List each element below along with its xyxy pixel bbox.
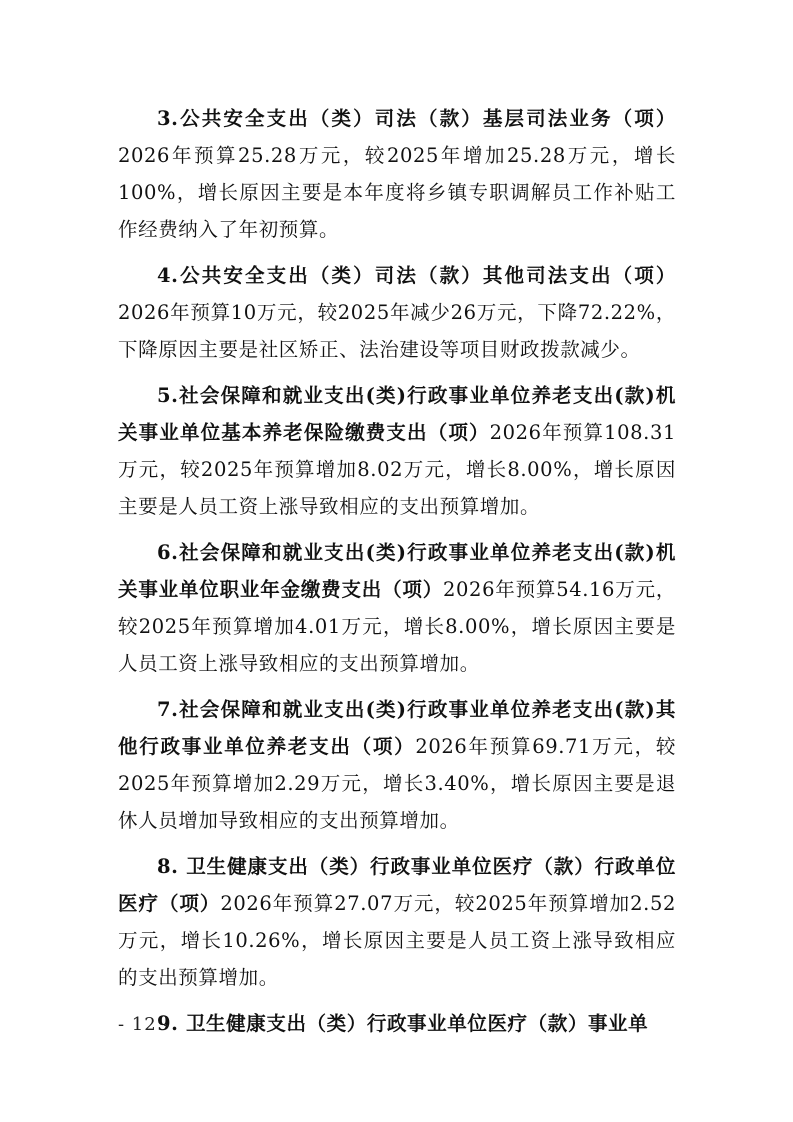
section-3 bbox=[118, 100, 676, 248]
paragraph bbox=[118, 848, 676, 996]
section-6 bbox=[118, 534, 676, 682]
section-body: 2026年预算108.31万元，较2025年预算增加8.02万元，增长8.00%，增长原因主要是人员工资上涨导致相应的支出预算增加。 bbox=[118, 421, 676, 518]
section-body: 2026年预算25.28万元，较2025年增加25.28万元，增长100%，增长原因主要是本年度将乡镇专职调解员工作补贴工作经费纳入了年初预算。 bbox=[118, 144, 676, 241]
section-body: 2026年预算54.16万元，较2025年预算增加4.01万元，增长8.00%，增长原因主要是人员工资上涨导致相应的支出预算增加。 bbox=[118, 578, 677, 675]
section-body: 2026年预算10万元，较2025年减少26万元，下降72.22%，下降原因主要是社区矫正、法治建设等项目财政拨款减少。 bbox=[118, 301, 676, 361]
section-5 bbox=[118, 377, 676, 525]
section-heading: 7.社会保障和就业支出(类)行政事业单位养老支出(款)其他行政事业单位养老支出（项） bbox=[118, 698, 676, 758]
section-7 bbox=[118, 691, 676, 839]
paragraph bbox=[118, 534, 676, 682]
paragraph bbox=[118, 691, 676, 839]
document-page bbox=[118, 100, 676, 1051]
section-heading: 6.社会保障和就业支出(类)行政事业单位养老支出(款)机关事业单位职业年金缴费支出（项） bbox=[118, 541, 676, 601]
page-number: - 12 - bbox=[118, 1014, 171, 1035]
section-heading: 9. 卫生健康支出（类）行政事业单位医疗（款）事业单 bbox=[157, 1012, 649, 1035]
section-heading: 4.公共安全支出（类）司法（款）其他司法支出（项） bbox=[157, 264, 676, 287]
section-body: 2026年预算27.07万元，较2025年预算增加2.52万元，增长10.26%，增长原因主要是人员工资上涨导致相应的支出预算增加。 bbox=[118, 892, 676, 989]
paragraph bbox=[118, 100, 676, 248]
section-body: 2026年预算69.71万元，较2025年预算增加2.29万元，增长3.40%，增长原因主要是退休人员增加导致相应的支出预算增加。 bbox=[118, 735, 676, 832]
section-heading: 8. 卫生健康支出（类）行政事业单位医疗（款）行政单位医疗（项） bbox=[118, 855, 676, 915]
paragraph bbox=[118, 377, 676, 525]
section-4 bbox=[118, 257, 676, 368]
section-heading: 3.公共安全支出（类）司法（款）基层司法业务（项） bbox=[157, 107, 676, 130]
section-8 bbox=[118, 848, 676, 996]
section-heading: 5.社会保障和就业支出(类)行政事业单位养老支出(款)机关事业单位基本养老保险缴费支出（项） bbox=[118, 384, 676, 444]
section-9 bbox=[118, 1005, 676, 1042]
paragraph bbox=[118, 257, 676, 368]
paragraph bbox=[118, 1005, 676, 1042]
